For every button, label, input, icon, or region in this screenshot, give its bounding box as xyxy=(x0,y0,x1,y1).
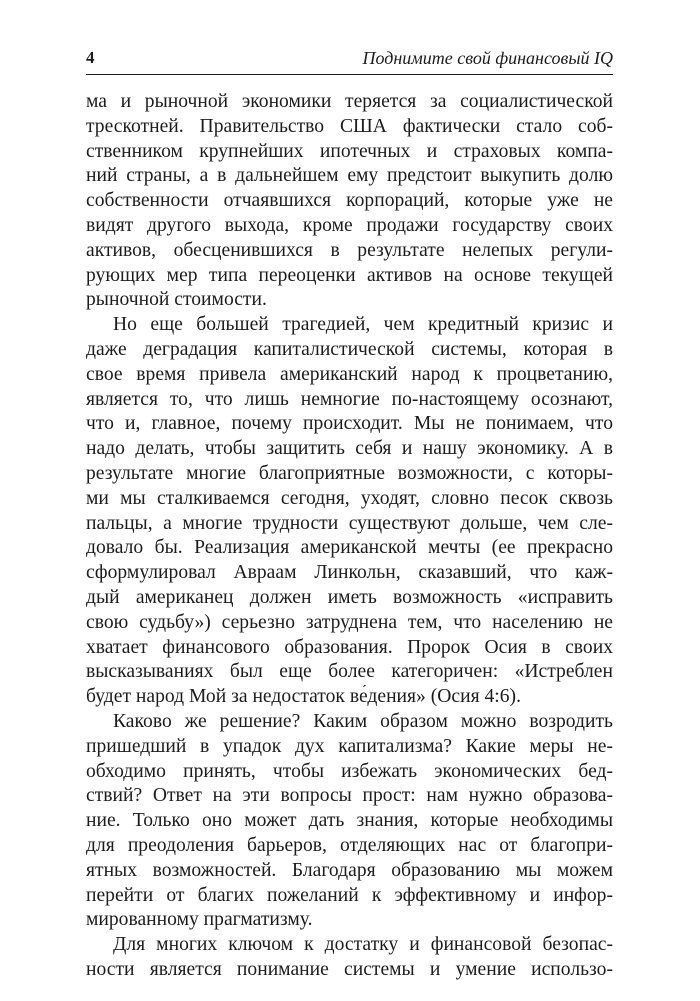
text-line: обходимо принять, чтобы избежать экономических бед- xyxy=(86,760,613,782)
text-line: даже деградация капиталистической системы, которая в xyxy=(86,338,613,360)
page-header xyxy=(86,46,613,75)
text-line: хватает финансового образования. Пророк Осия в своих xyxy=(86,636,613,658)
text-line: ственником крупнейших ипотечных и страховых компа- xyxy=(86,140,613,162)
text-line: довало бы. Реализация американской мечты (ее прекрасно xyxy=(86,537,613,559)
text-line: рыночной стоимости. xyxy=(86,289,267,311)
book-page xyxy=(86,0,613,1001)
text-line: ятных возможностей. Благодаря образованию мы можем xyxy=(86,859,613,881)
paragraph xyxy=(86,710,613,933)
paragraph xyxy=(86,313,613,710)
text-line: Но еще большей трагедией, чем кредитный кризис и xyxy=(113,314,613,336)
text-line: Для многих ключом к достатку и финансовой безопас- xyxy=(113,934,613,956)
body-text xyxy=(86,90,613,983)
text-line: мированному прагматизму. xyxy=(86,909,313,931)
text-line: свою судьбу») серьезно затруднена тем, что населению не xyxy=(86,611,613,633)
text-line: трескотней. Правительство США фактически стало соб- xyxy=(86,115,613,137)
text-line: надо делать, чтобы защитить себя и нашу экономику. А в xyxy=(86,438,613,460)
page-number: 4 xyxy=(86,48,95,67)
text-line: перейти от благих пожеланий к эффективному и инфор- xyxy=(86,884,613,906)
text-line: ми мы сталкиваемся сегодня, уходят, словно песок сквозь xyxy=(86,487,613,509)
text-line: активов, обесценившихся в результате нелепых регули- xyxy=(86,239,613,261)
text-line: результате многие благоприятные возможности, с которы- xyxy=(86,462,613,484)
text-line: свое время привела американский народ к процветанию, xyxy=(86,363,613,385)
text-line: ствий? Ответ на эти вопросы прост: нам нужно образова- xyxy=(86,785,613,807)
text-line: ний страны, а в дальнейшем ему предстоит выкупить долю xyxy=(86,165,613,187)
text-line: сформулировал Авраам Линкольн, сказавший, что каж- xyxy=(86,562,613,584)
text-line: что и, главное, почему происходит. Мы не понимаем, что xyxy=(86,413,613,435)
text-line: рующих мер типа переоценки активов на основе текущей xyxy=(86,264,613,286)
text-line: Каково же решение? Каким образом можно возродить xyxy=(113,710,613,732)
text-line: видят другого выхода, кроме продажи государству своих xyxy=(86,214,613,236)
text-line: дый американец должен иметь возможность «исправить xyxy=(86,586,613,608)
text-line: будет народ Мой за недостаток ве́дения» (Осия 4:6). xyxy=(86,686,521,708)
text-line: собственности отчаявшихся корпораций, которые уже не xyxy=(86,190,613,212)
text-line: для преодоления барьеров, отделяющих нас от благопри- xyxy=(86,834,613,856)
text-line: ности является понимание системы и умение использо- xyxy=(86,958,613,980)
text-line: пальцы, а многие трудности существуют дольше, чем сле- xyxy=(86,512,613,534)
text-line: является то, что лишь немногие по-настоящему осознают, xyxy=(86,388,613,410)
text-line: высказываниях был еще более категоричен: «Истреблен xyxy=(86,661,613,683)
paragraph xyxy=(86,933,613,983)
running-title: Поднимите свой финансовый IQ xyxy=(362,48,613,68)
paragraph xyxy=(86,90,613,313)
text-line: ма и рыночной экономики теряется за социалистической xyxy=(86,91,613,112)
text-line: ние. Только оно может дать знания, которые необходимы xyxy=(86,810,613,832)
text-line: пришедший в упадок дух капитализма? Какие меры не- xyxy=(86,735,613,757)
